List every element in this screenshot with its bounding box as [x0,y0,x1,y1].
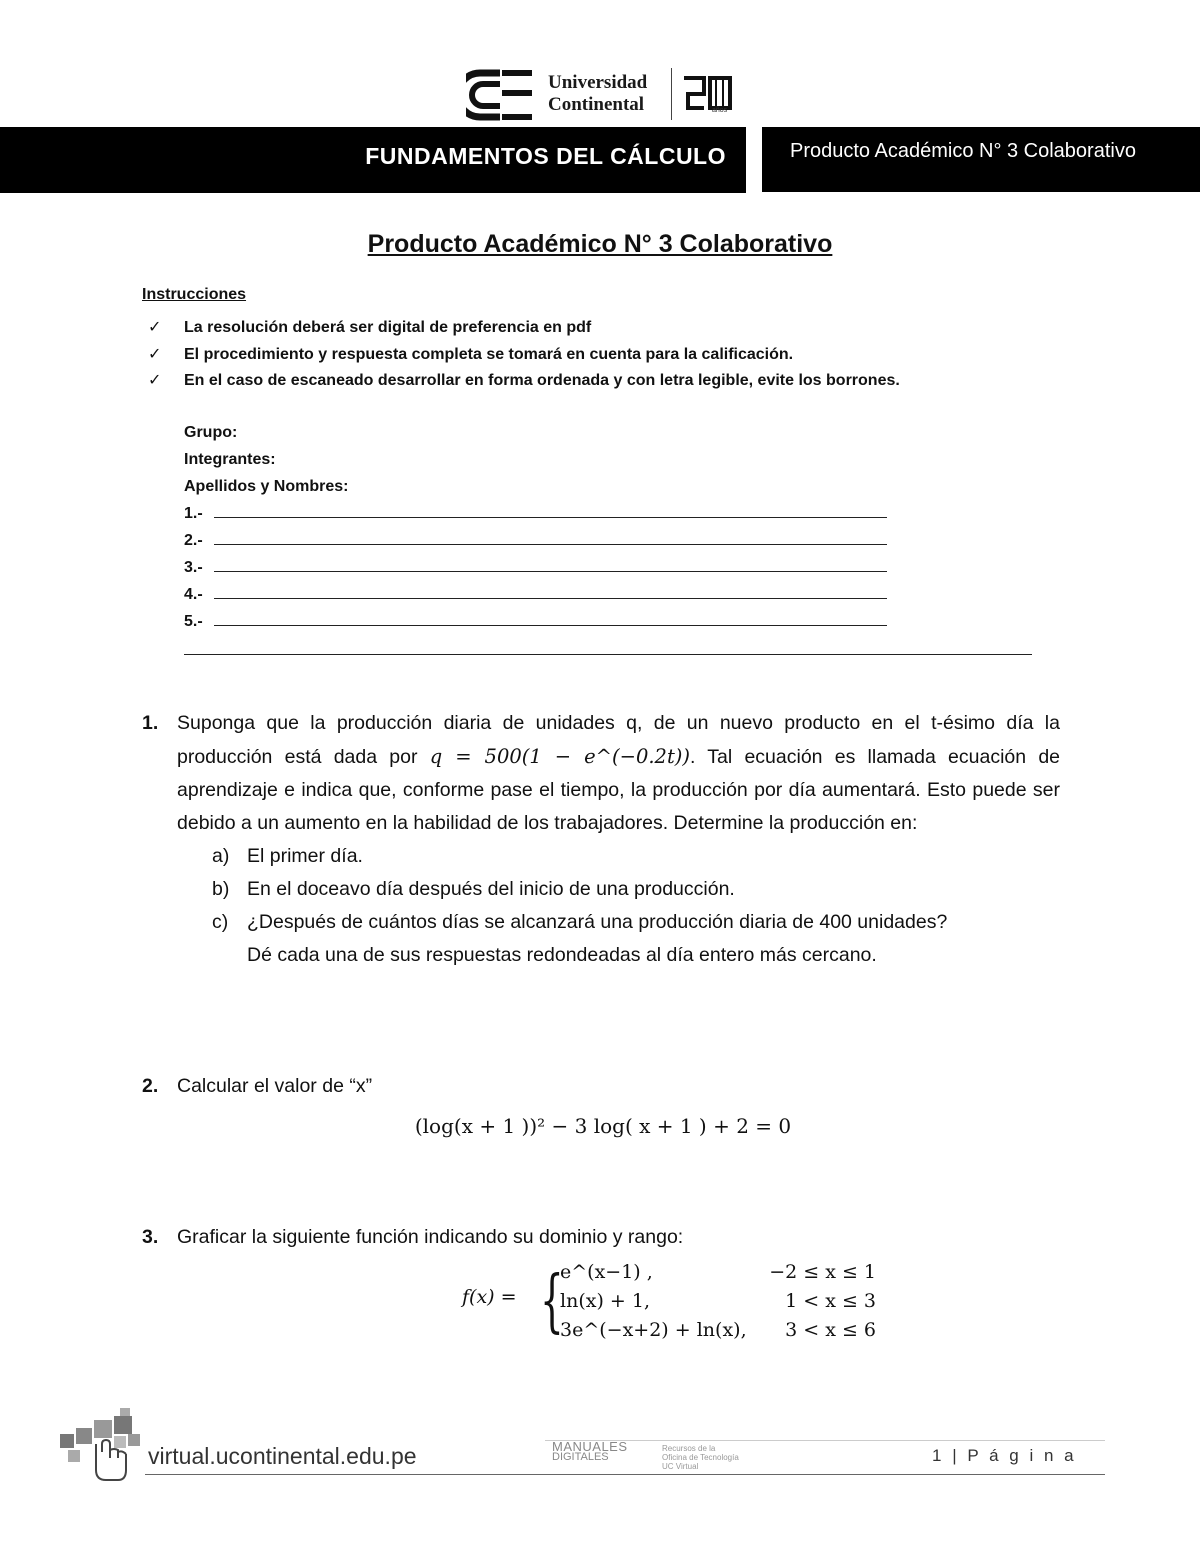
log-equation: (log(x + 1 ))² − 3 log( x + 1 ) + 2 = 0 [414,1114,792,1138]
member-blank [214,609,887,626]
product-label-bar [762,127,1200,192]
question-number: 3. [142,1226,159,1248]
group-form [184,420,887,636]
member-blank [214,555,887,572]
piecewise-function [462,1258,892,1346]
member-line: 4.- [184,582,887,609]
brace-icon: { [540,1262,564,1341]
group-label: Grupo: [184,424,238,441]
question-number: 2. [142,1075,159,1097]
sub-questions [212,840,1060,972]
footer-url: virtual.ucontinental.edu.pe [148,1443,417,1469]
member-blank [214,528,887,545]
checkmark-icon: ✓ [148,345,162,363]
sub-question: c) ¿Después de cuántos días se alcanzará una producción diaria de 400 unidades? [212,911,948,933]
members-label: Integrantes: [184,451,276,468]
case-condition: −2 ≤ x ≤ 1 [769,1261,876,1283]
question-text: Calcular el valor de “x” [177,1075,373,1097]
office-badge: Recursos de la Oficina de Tecnología UC Virtual [662,1444,739,1471]
sub-question: b) En el doceavo día después del inicio de una producción. [212,878,735,900]
case-condition: 3 < x ≤ 6 [785,1319,876,1341]
question-number: 1. [142,712,159,734]
sub-question: a) El primer día. [212,845,363,867]
member-blank [214,501,887,518]
instruction-item: ✓ La resolución deberá ser digital de preferencia en pdf [148,315,900,342]
manuales-digitales-logo: MANUALES DIGITALES [552,1439,628,1463]
case-expression: 3e^(−x+2) + ln(x), [560,1319,747,1341]
footer-rule [145,1474,1105,1475]
member-blank [214,582,887,599]
question-text: Graficar la siguiente función indicando su dominio y rango: [177,1226,684,1248]
instruction-item: ✓ El procedimiento y respuesta completa se tomará en cuenta para la calificación. [148,342,900,369]
rounding-note: Dé cada una de sus respuestas redondeadas al día entero más cercano. [247,944,877,966]
checkmark-icon: ✓ [148,319,162,336]
separator-rule [184,654,1032,655]
instructions-heading: Instrucciones [142,286,247,303]
document-title: Producto Académico N° 3 Colaborativo [367,230,833,258]
function-lhs: f(x) = [462,1286,517,1308]
case-expression: e^(x−1) , [560,1261,653,1283]
checkmark-icon: ✓ [148,372,162,389]
member-line: 2.- [184,528,887,555]
question-2 [142,1070,372,1103]
university-logo [466,66,738,124]
case-expression: ln(x) + 1, [560,1290,650,1312]
page-number: 1 | P á g i n a [932,1446,1077,1465]
continental-logo-icon [466,69,536,121]
course-title: FUNDAMENTOS DEL CÁLCULO [365,143,726,169]
member-line: 3.- [184,555,887,582]
learning-equation: q = 500(1 − e^(−0.2t)) [429,745,691,768]
instruction-item: ✓ En el caso de escaneado desarrollar en forma ordenada y con letra legible, evite los borrones. [148,368,900,395]
anniversary-caption: años [712,107,728,114]
footer-top-rule [545,1440,1105,1441]
names-label: Apellidos y Nombres: [184,478,349,495]
virtual-hand-logo-icon [58,1408,144,1484]
question-1 [142,707,1060,972]
logo-wordmark: Universidad Continental [548,72,648,115]
logo-divider [671,68,672,120]
question-text: Suponga que la producción diaria de unidades q, de un nuevo producto en el t-ésimo día la producción está dada por q = 500(1 − e^(−0.2t)). Tal ecuación es llamada ecuación de aprendizaje e indica que, conforme pase el tiempo, la producción por día aumentará. Esto puede ser debido a un aumento en la habilidad de los trabajadores. Determine la producción en: [177,712,1061,834]
question-3 [142,1221,683,1254]
member-line: 1.- [184,501,887,528]
member-line: 5.- [184,609,887,636]
product-label: Producto Académico N° 3 Colaborativo [790,140,1136,162]
course-title-bar [0,127,746,193]
instructions-list [148,315,900,395]
case-condition: 1 < x ≤ 3 [785,1290,876,1312]
